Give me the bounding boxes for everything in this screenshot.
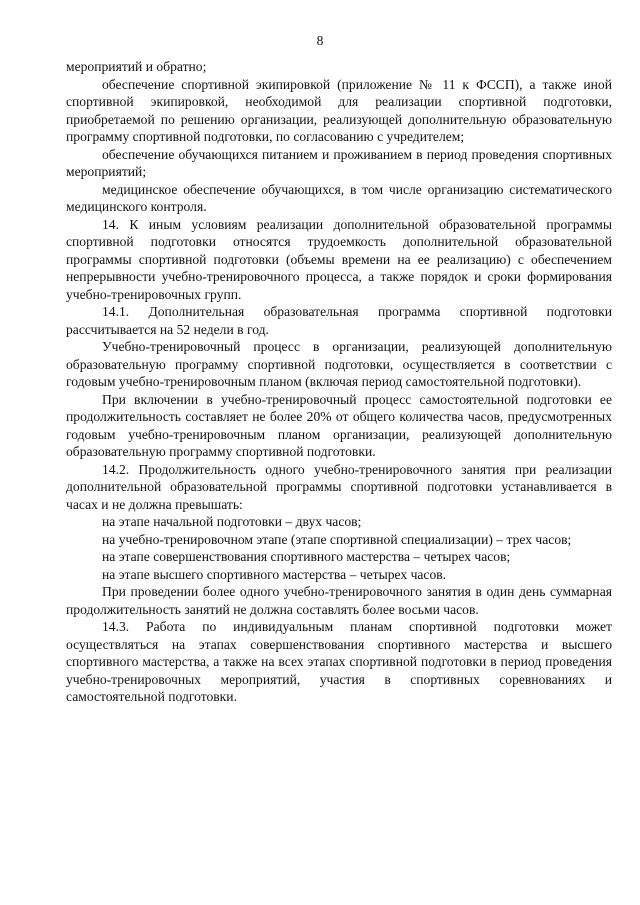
list-item: на этапе совершенствования спортивного мастерства – четырех часов; [102,549,511,564]
paragraph: медицинское обеспечение обучающихся, в том числе организацию систематического медицинского контроля. [66,181,612,214]
paragraph: При проведении более одного учебно-тренировочного занятия в один день суммарная продолжительность занятий не должна составлять более восьми часов. [66,584,612,617]
paragraph: мероприятий и обратно; [66,59,207,74]
paragraph: При включении в учебно-тренировочный процесс самостоятельной подготовки ее продолжительность составляет не более 20% от общего количества часов, предусмотренных годовым учебно-тренировочным планом организации, реализующей дополнительную образовательную программу спортивной подготовки. [66,391,612,459]
paragraph: обеспечение обучающихся питанием и проживанием в период проведения спортивных мероприятий; [66,146,612,179]
paragraph: 14. К иным условиям реализации дополнительной образовательной программы спортивной подготовки относятся трудоемкость дополнительной образовательной программы спортивной подготовки (объемы времени на ее реализацию) с обеспечением непрерывности учебно-тренировочного процесса, а также порядок и сроки формирования учебно-тренировочных групп. [66,216,612,302]
page-number: 8 [316,33,324,48]
paragraph: Учебно-тренировочный процесс в организации, реализующей дополнительную образовательную программу спортивной подготовки, осуществляется в соответствии с годовым учебно-тренировочным планом (включая период самостоятельной подготовки). [66,339,612,389]
document-body [66,58,612,706]
list-item: на учебно-тренировочном этапе (этапе спортивной специализации) – трех часов; [102,531,572,547]
paragraph: 14.2. Продолжительность одного учебно-тренировочного занятия при реализации дополнительной образовательной программы спортивной подготовки устанавливается в часах и не должна превышать: [66,461,612,512]
paragraph: 14.3. Работа по индивидуальным планам спортивной подготовки может осуществляться на этапах совершенствования спортивного мастерства и высшего спортивного мастерства, а также на всех этапах спортивной подготовки в период проведения учебно-тренировочных мероприятий, участия в спортивных соревнованиях и самостоятельной подготовки. [66,619,612,704]
paragraph: 14.1. Дополнительная образовательная программа спортивной подготовки рассчитывается на 52 недели в год. [66,304,612,337]
list-item: на этапе высшего спортивного мастерства – четырех часов. [102,566,447,582]
list-item: на этапе начальной подготовки – двух часов; [102,514,362,529]
paragraph: обеспечение спортивной экипировкой (приложение № 11 к ФССП), а также иной спортивной экипировкой, необходимой для реализации спортивной подготовки, приобретаемой по решению организации, реализующей дополнительную образовательную программу спортивной подготовки, по согласованию с учредителем; [66,76,612,144]
